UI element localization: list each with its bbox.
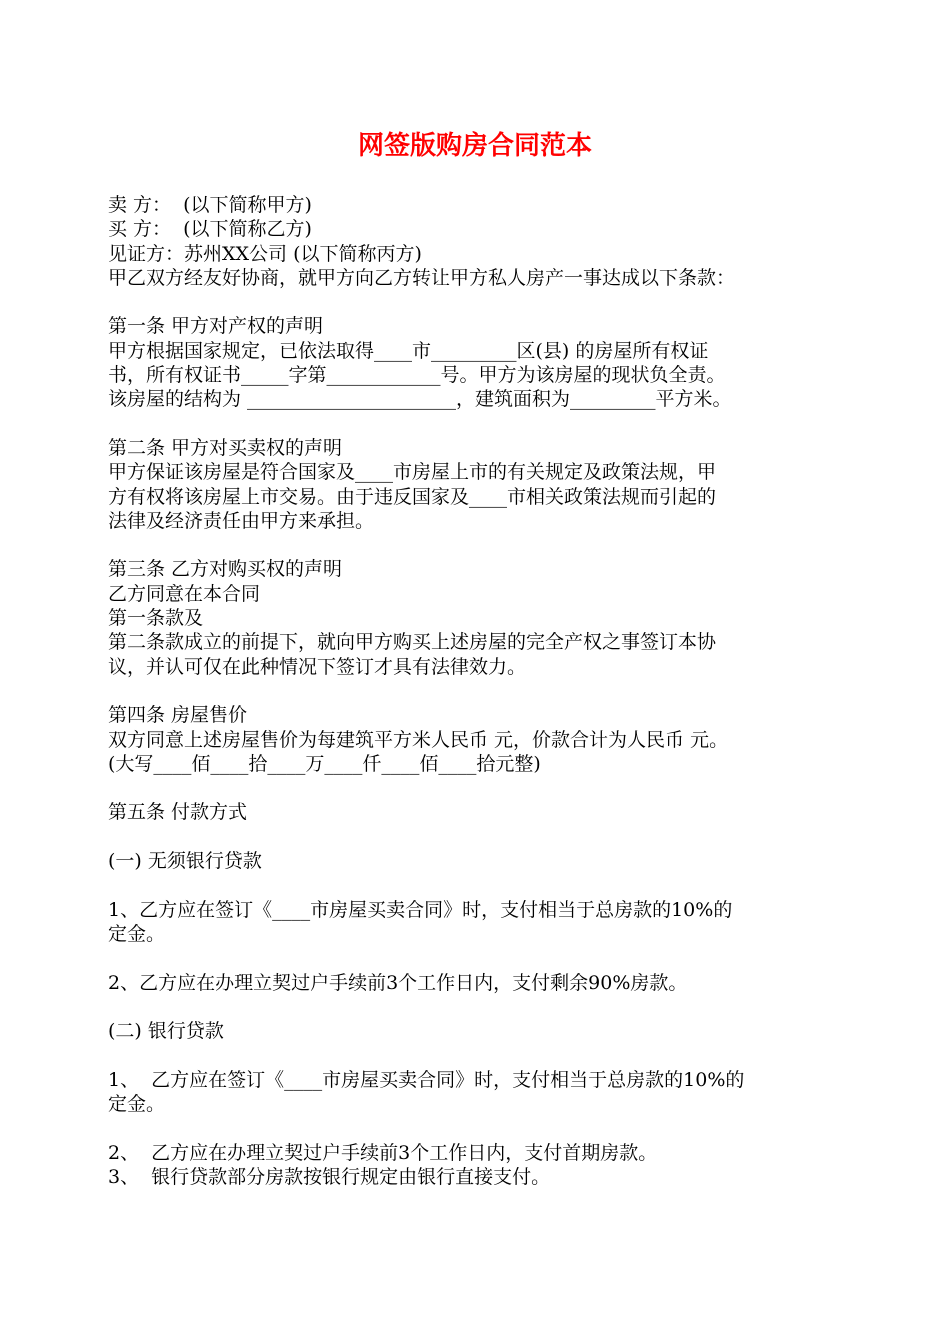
text-line: 3、 银行贷款部分房款按银行规定由银行直接支付。 xyxy=(108,1165,551,1188)
blank-line xyxy=(108,873,848,897)
text-line: 书，所有权证书_____字第____________号。甲方为该房屋的现状负全责。 xyxy=(108,364,726,387)
text-line: 定金。 xyxy=(108,922,166,945)
text-line: 见证方：苏州XX公司 (以下简称丙方) xyxy=(108,242,422,265)
text-line: 卖 方： (以下简称甲方) xyxy=(108,194,312,216)
text-line: 买 方： (以下简称乙方) xyxy=(108,218,312,241)
text-line: 该房屋的结构为 ______________________，建筑面积为_________平方米。 xyxy=(108,388,732,411)
text-line: (大写____佰____拾____万____仟____佰____拾元整) xyxy=(108,752,541,775)
text-line: 甲方根据国家规定，已依法取得____市_________区(县) 的房屋所有权证 xyxy=(108,339,709,362)
blank-line xyxy=(108,825,848,849)
text-line: 第三条 乙方对购买权的声明 xyxy=(108,558,343,581)
text-line: 乙方同意在本合同 xyxy=(108,582,261,605)
text-line: (二) 银行贷款 xyxy=(108,1020,224,1043)
text-line: 第二条款成立的前提下，就向甲方购买上述房屋的完全产权之事签订本协 xyxy=(108,631,717,654)
text-line: 第五条 付款方式 xyxy=(108,801,248,824)
text-line: 法律及经济责任由甲方来承担。 xyxy=(108,509,375,532)
blank-line xyxy=(108,290,848,314)
blank-line xyxy=(108,946,848,970)
text-line: 甲乙双方经友好协商，就甲方向乙方转让甲方私人房产一事达成以下条款： xyxy=(108,266,736,289)
text-line: 双方同意上述房屋售价为每建筑平方米人民币 元，价款合计为人民币 元。 xyxy=(108,728,729,751)
blank-line xyxy=(108,776,848,800)
blank-line xyxy=(108,533,848,557)
blank-line xyxy=(108,995,848,1019)
text-line: 第四条 房屋售价 xyxy=(108,704,248,727)
text-line: 方有权将该房屋上市交易。由于违反国家及____市相关政策法规而引起的 xyxy=(108,485,717,508)
document-title: 网签版购房合同范本 xyxy=(357,131,592,161)
blank-line xyxy=(108,1043,848,1067)
text-line: 2、 乙方应在办理立契过户手续前3个工作日内，支付首期房款。 xyxy=(108,1141,658,1164)
text-line: 1、乙方应在签订《____市房屋买卖合同》时，支付相当于总房款的10%的 xyxy=(108,898,733,921)
text-line: 甲方保证该房屋是符合国家及____市房屋上市的有关规定及政策法规，甲 xyxy=(108,461,717,484)
blank-line xyxy=(108,1116,848,1140)
text-line: 定金。 xyxy=(108,1092,166,1115)
text-line: 议，并认可仅在此种情况下签订才具有法律效力。 xyxy=(108,655,527,678)
blank-line xyxy=(108,412,848,436)
blank-line xyxy=(108,679,848,703)
text-line: (一) 无须银行贷款 xyxy=(108,850,262,873)
document-body xyxy=(108,193,848,1189)
text-line: 2、乙方应在办理立契过户手续前3个工作日内，支付剩余90%房款。 xyxy=(108,971,688,994)
text-line: 第一条 甲方对产权的声明 xyxy=(108,315,324,338)
text-line: 第二条 甲方对买卖权的声明 xyxy=(108,436,343,459)
text-line: 第一条款及 xyxy=(108,607,204,630)
text-line: 1、 乙方应在签订《____市房屋买卖合同》时，支付相当于总房款的10%的 xyxy=(108,1068,745,1091)
